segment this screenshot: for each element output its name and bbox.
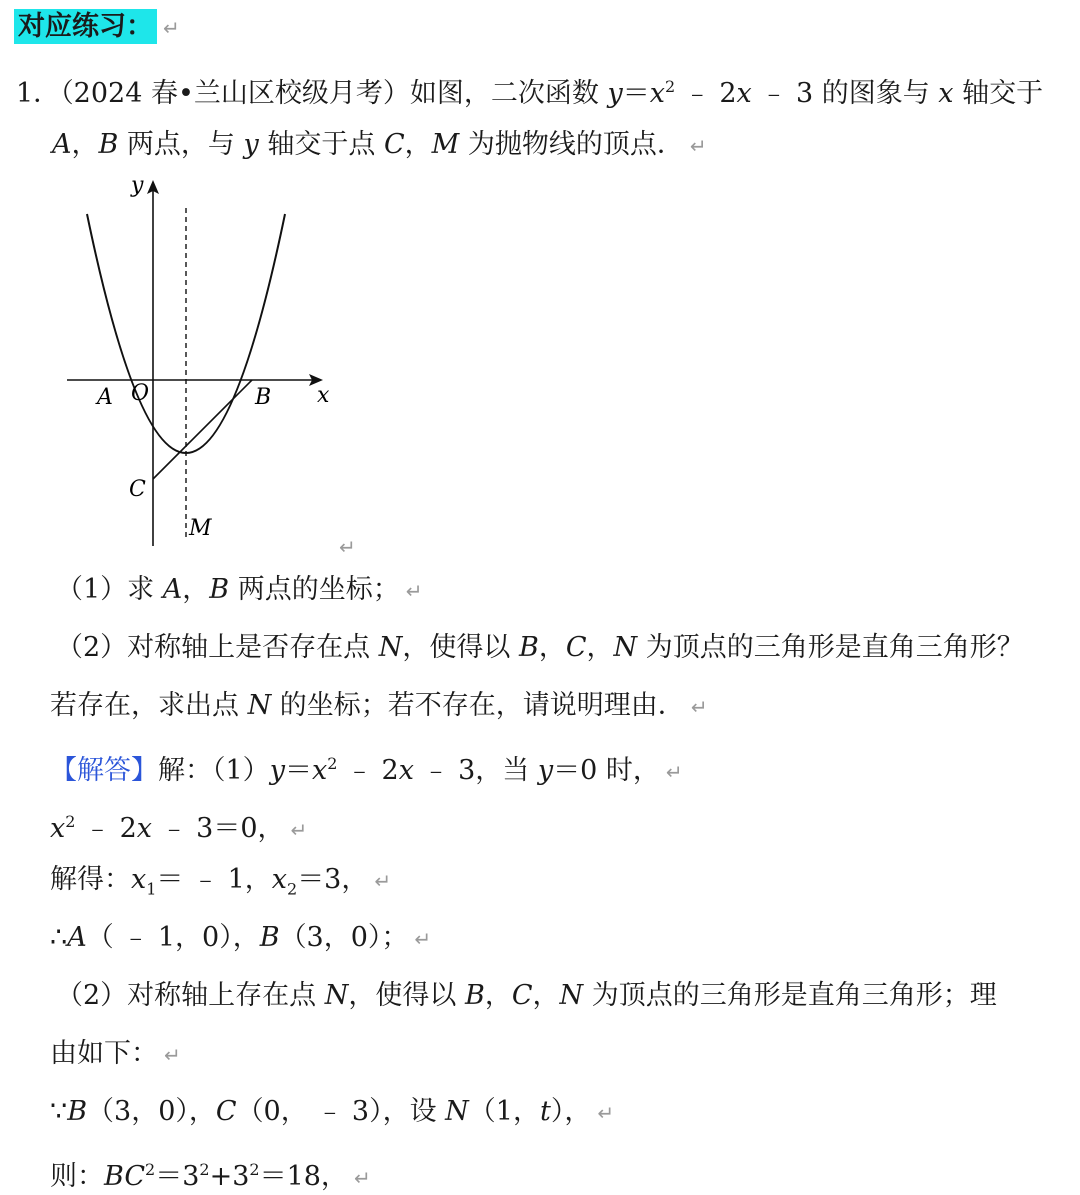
label-O: O [131, 381, 150, 406]
problem-text: 两点，与 [118, 129, 244, 160]
point-B: B [98, 129, 119, 160]
equation-part: ﹣ 3 [751, 78, 814, 109]
equation-part: ﹣ 3＝0， [152, 813, 285, 844]
label-B: B [255, 385, 272, 410]
subscript: 1 [146, 879, 157, 899]
problem-text: 如图，二次函数 [409, 78, 608, 109]
solution-line-1 [50, 747, 683, 789]
solution-text: ＝0 时， [553, 755, 660, 786]
section-heading [14, 10, 180, 45]
solution-text: ，使得以 [348, 980, 465, 1011]
equation-part: ＝3， [297, 864, 369, 895]
separator: ， [71, 129, 99, 160]
question-text: 若存在，求出点 [50, 690, 248, 721]
equation-part: ＝ ﹣ 1， [156, 864, 272, 895]
equals-sign: ＝ [284, 755, 312, 786]
return-mark: ↵ [597, 1101, 615, 1125]
subscript: 2 [287, 879, 298, 899]
return-mark: ↵ [339, 535, 356, 559]
solution-line-4 [50, 921, 431, 956]
separator: ， [404, 129, 432, 160]
therefore-symbol: ∴ [50, 922, 68, 953]
problem-text: 为抛物线的顶点． [459, 129, 684, 160]
return-mark: ↵ [164, 1043, 181, 1067]
label-M: M [189, 516, 212, 541]
return-mark: ↵ [689, 134, 707, 158]
var-x: x [311, 755, 328, 786]
solution-text: （2）对称轴上存在点 [56, 980, 325, 1011]
point-A: A [162, 574, 183, 605]
question-2 [56, 631, 1024, 665]
coordinate: （ ﹣ 1，0）， [86, 922, 260, 953]
var-x: x [938, 78, 954, 109]
exponent: 2 [665, 77, 676, 96]
equation-part: +3 [209, 1161, 250, 1192]
point-C: C [565, 632, 587, 663]
equation-part: ﹣ 2 [337, 755, 399, 786]
separator: ， [484, 980, 512, 1011]
point-N: N [324, 980, 349, 1011]
equation-part: ﹣ 2 [675, 78, 737, 109]
question-2-cont [50, 689, 708, 724]
point-N: N [445, 1096, 469, 1127]
equation-part: ＝3 [155, 1161, 200, 1192]
question-text: ，使得以 [402, 632, 519, 663]
var-y: y [269, 755, 285, 786]
exponent: 2 [249, 1160, 260, 1179]
solution-text: 解：（1） [158, 755, 270, 786]
var-x: x [736, 78, 752, 109]
point-B: B [259, 922, 280, 953]
var-t: t [539, 1096, 551, 1127]
return-mark: ↵ [690, 695, 708, 719]
parabola-figure [55, 168, 345, 550]
exponent: 2 [199, 1160, 210, 1179]
question-1 [56, 573, 422, 608]
return-mark: ↵ [405, 579, 423, 603]
var-y: y [537, 755, 554, 786]
exponent: 2 [327, 754, 338, 773]
var-x: x [271, 864, 287, 895]
solution-tag: 【解答】 [50, 755, 158, 786]
return-mark: ↵ [353, 1166, 371, 1190]
point-B: B [518, 632, 539, 663]
segment-BC [153, 380, 252, 479]
question-text: （1）求 [56, 574, 163, 605]
separator: ， [586, 632, 614, 663]
return-mark: ↵ [665, 760, 683, 784]
solution-line-2 [50, 805, 307, 847]
label-C: C [129, 477, 146, 502]
var-x: x [136, 813, 152, 844]
label-A: A [97, 385, 113, 410]
return-mark: ↵ [290, 818, 308, 842]
var-x: x [649, 78, 666, 109]
point-A: A [52, 129, 72, 160]
because-symbol: ∵ [50, 1096, 68, 1127]
heading-label: 对应练习： [14, 9, 157, 44]
coordinate: （3，0）， [87, 1096, 216, 1127]
separator: ， [532, 980, 560, 1011]
problem-text: 的图象与 [813, 78, 939, 109]
point-N: N [613, 632, 638, 663]
var-x: x [398, 755, 414, 786]
solution-line-8 [50, 1153, 371, 1195]
point-B: B [209, 574, 230, 605]
point-C: C [383, 129, 405, 160]
question-text: 为顶点的三角形是直角三角形？ [637, 632, 1024, 663]
problem-text: 轴交于点 [258, 129, 384, 160]
equation-part: ﹣ 2 [75, 813, 137, 844]
point-C: C [511, 980, 533, 1011]
coordinate: （1， [468, 1096, 540, 1127]
exponent: 2 [145, 1160, 156, 1179]
exponent: 2 [65, 812, 76, 831]
solution-text: 则： [50, 1161, 104, 1192]
label-x: x [317, 383, 330, 408]
segment-BC-label: BC [104, 1161, 146, 1192]
solution-text: 解得： [50, 864, 131, 895]
solution-line-6 [50, 1037, 181, 1072]
point-N: N [559, 980, 584, 1011]
coordinate: （0， ﹣ 3），设 [236, 1096, 446, 1127]
point-N: N [378, 632, 403, 663]
problem-line-2 [52, 128, 707, 163]
label-y: y [131, 173, 144, 198]
problem-source: （2024 春•兰山区校级月考） [60, 78, 410, 109]
var-x: x [131, 864, 147, 895]
solution-text: 为顶点的三角形是直角三角形；理 [583, 980, 997, 1011]
point-B: B [464, 980, 485, 1011]
equation-part: ＝18， [259, 1161, 348, 1192]
return-mark: ↵ [414, 927, 432, 951]
var-y: y [607, 78, 623, 109]
coordinate: ）， [550, 1096, 592, 1127]
separator: ， [182, 574, 210, 605]
separator: ， [538, 632, 566, 663]
point-B: B [67, 1096, 88, 1127]
problem-line-1 [16, 70, 1043, 111]
equals-sign: ＝ [622, 78, 650, 109]
solution-line-5 [56, 979, 997, 1013]
point-C: C [215, 1096, 237, 1127]
var-x: x [50, 813, 66, 844]
solution-line-7 [50, 1095, 614, 1130]
solution-line-3 [50, 863, 391, 906]
solution-text: ﹣ 3，当 [413, 755, 538, 786]
problem-number: 1． [16, 78, 61, 109]
point-N: N [247, 690, 272, 721]
return-mark: ↵ [374, 869, 392, 893]
return-mark: ↵ [163, 16, 180, 40]
var-y: y [243, 129, 259, 160]
point-A: A [67, 922, 87, 953]
question-text: 的坐标；若不存在，请说明理由． [271, 690, 685, 721]
question-text: （2）对称轴上是否存在点 [56, 632, 379, 663]
problem-text: 轴交于 [953, 78, 1044, 109]
solution-text: 由如下： [50, 1038, 158, 1069]
coordinate: （3，0）； [279, 922, 409, 953]
question-text: 两点的坐标； [229, 574, 400, 605]
point-M: M [431, 129, 460, 160]
